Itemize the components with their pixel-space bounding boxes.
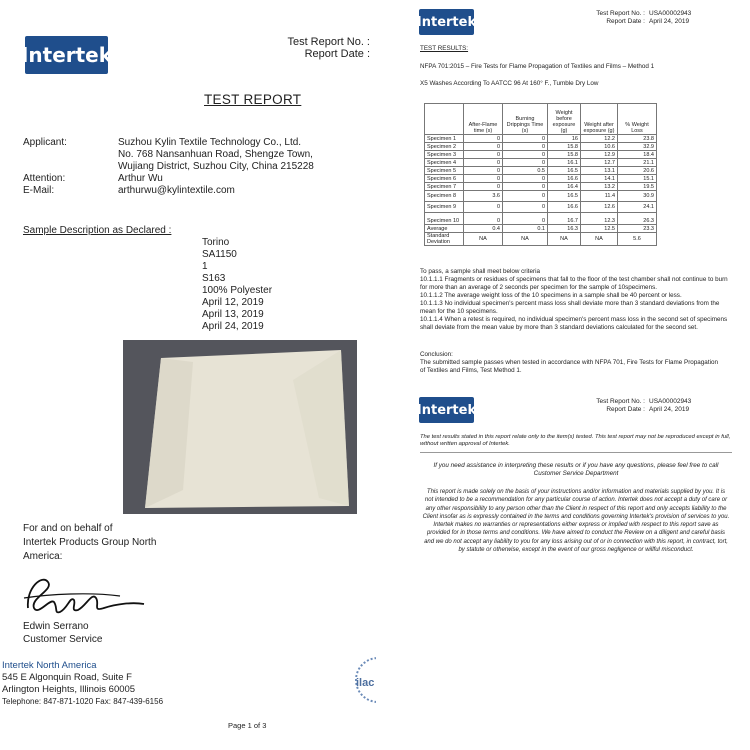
intertek-logo: Intertek xyxy=(419,9,474,35)
fabric-swatch-image xyxy=(123,340,357,514)
cell: 0.1 xyxy=(503,225,548,233)
conclusion-block xyxy=(420,351,720,375)
header-labels xyxy=(590,10,645,26)
cell: 0 xyxy=(464,151,503,159)
cell: 0 xyxy=(464,213,503,225)
cell: 0 xyxy=(464,202,503,213)
cell: 12.7 xyxy=(581,159,618,167)
cell: 13.1 xyxy=(581,167,618,175)
address-line: Arlington Heights, Illinois 60005 xyxy=(2,684,136,695)
row-label: Specimen 2 xyxy=(425,143,464,151)
cell: 0 xyxy=(503,191,548,202)
row-label: Standard Deviation xyxy=(425,233,464,246)
criteria-line: 10.1.1.3 No individual specimen's percent mass loss shall deviate more than 3 standard deviations from the mean for the 10 specimens. xyxy=(420,300,720,315)
cell: 16.5 xyxy=(548,191,581,202)
cell: NA xyxy=(581,233,618,246)
cell: 16.1 xyxy=(548,159,581,167)
cell: 12.3 xyxy=(581,213,618,225)
signer-block xyxy=(23,620,102,646)
table-row xyxy=(425,167,657,175)
cell: 15.8 xyxy=(548,143,581,151)
desc-value: April 24, 2019 xyxy=(202,321,264,332)
desc-value: Torino xyxy=(202,237,230,248)
cell: 0 xyxy=(503,159,548,167)
divider xyxy=(420,452,732,453)
cell: 16.4 xyxy=(548,183,581,191)
cell: 0 xyxy=(464,135,503,143)
table-row xyxy=(425,159,657,167)
desc-value: SA1150 xyxy=(202,249,237,260)
cell: 18.4 xyxy=(618,151,657,159)
page-title: TEST REPORT xyxy=(204,92,302,107)
table-row xyxy=(425,225,657,233)
cell: 12.5 xyxy=(581,225,618,233)
cell: 16.5 xyxy=(548,167,581,175)
table-header-row xyxy=(425,104,657,135)
row-label: Specimen 3 xyxy=(425,151,464,159)
criteria-line: 10.1.1.2 The average weight loss of the 10 specimens in a sample shall be 40 percent or less. xyxy=(420,292,682,299)
cell: 13.2 xyxy=(581,183,618,191)
cell: NA xyxy=(548,233,581,246)
table-row xyxy=(425,202,657,213)
cell: 16.3 xyxy=(548,225,581,233)
header-values xyxy=(649,10,691,26)
criteria-line: To pass, a sample shall meet below criteria xyxy=(420,268,541,275)
desc-value: 1 xyxy=(202,261,208,272)
report-no-label: Test Report No. : xyxy=(596,398,645,405)
cell: 30.9 xyxy=(618,191,657,202)
cell: NA xyxy=(464,233,503,246)
table-row xyxy=(425,143,657,151)
report-date-label: Report Date : xyxy=(304,48,370,60)
cell: 16.6 xyxy=(548,202,581,213)
conclusion-text: The submitted sample passes when tested in accordance with NFPA 701, Fire Tests for Flame Propagation of Textiles and Films, Test Method 1. xyxy=(420,359,718,374)
signer-title: Customer Service xyxy=(23,634,103,645)
cell: 16.7 xyxy=(548,213,581,225)
cell: 16 xyxy=(548,135,581,143)
cell: 0 xyxy=(503,175,548,183)
address-phone: Telephone: 847-871-1020 Fax: 847-439-6156 xyxy=(2,697,164,706)
row-label: Specimen 9 xyxy=(425,202,464,213)
behalf-line: Intertek Products Group North xyxy=(23,537,157,548)
report-no-label: Test Report No. : xyxy=(287,36,370,48)
report-note: The test results stated in this report relate only to the item(s) tested. This test report may not be reproduced except in full, without written approval of Intertek. xyxy=(420,434,731,447)
footer-header-labels xyxy=(590,398,645,414)
address-company: Intertek North America xyxy=(2,660,97,671)
conclusion-label: Conclusion: xyxy=(420,351,453,358)
email-label: E-Mail: xyxy=(23,185,55,196)
cell: 15.8 xyxy=(548,151,581,159)
cell: 23.3 xyxy=(618,225,657,233)
table-row xyxy=(425,191,657,202)
table-header: % Weight Loss xyxy=(618,104,657,135)
behalf-block xyxy=(23,522,156,564)
desc-value: April 12, 2019 xyxy=(202,297,264,308)
cell: 23.8 xyxy=(618,135,657,143)
footer-header-values xyxy=(649,398,691,414)
cell: 0 xyxy=(503,135,548,143)
results-heading: TEST RESULTS: xyxy=(420,45,469,52)
cell: 0 xyxy=(464,175,503,183)
svg-text:ilac: ilac xyxy=(356,677,375,689)
cell: 16.6 xyxy=(548,175,581,183)
report-no-label: Test Report No. : xyxy=(596,10,645,17)
page-number: Page 1 of 3 xyxy=(228,721,267,730)
cell: 0 xyxy=(503,183,548,191)
row-label: Average xyxy=(425,225,464,233)
address-block xyxy=(2,660,163,708)
results-table-wrap xyxy=(424,103,657,246)
behalf-line: America: xyxy=(23,551,63,562)
report-no-value: USA00002943 xyxy=(649,10,692,17)
row-label: Specimen 5 xyxy=(425,167,464,175)
report-date-value: April 24, 2019 xyxy=(649,406,690,413)
applicant-line: No. 768 Nansanhuan Road, Shengze Town, xyxy=(118,149,313,160)
wash-note: X5 Washes According To AATCC 96 At 160° F., Tumble Dry Low xyxy=(420,80,599,87)
table-row xyxy=(425,233,657,246)
report-no-value: USA00002943 xyxy=(649,398,692,405)
cell: 0 xyxy=(503,202,548,213)
cell: 21.1 xyxy=(618,159,657,167)
row-label: Specimen 6 xyxy=(425,175,464,183)
cell: 19.5 xyxy=(618,183,657,191)
report-date-label: Report Date : xyxy=(606,18,645,25)
desc-value: 100% Polyester xyxy=(202,285,273,296)
table-header: Weight after exposure (g) xyxy=(581,104,618,135)
intertek-logo: Intertek xyxy=(25,36,108,74)
intertek-logo: Intertek xyxy=(419,397,474,423)
table-header xyxy=(425,104,464,135)
cell: 11.4 xyxy=(581,191,618,202)
cell: 14.1 xyxy=(581,175,618,183)
row-label: Specimen 1 xyxy=(425,135,464,143)
cell: 12.2 xyxy=(581,135,618,143)
row-label: Specimen 4 xyxy=(425,159,464,167)
test-method: NFPA 701:2015 – Fire Tests for Flame Propagation of Textiles and Films – Method 1 xyxy=(420,63,655,70)
cell: 24.1 xyxy=(618,202,657,213)
table-row xyxy=(425,135,657,143)
behalf-line: For and on behalf of xyxy=(23,523,113,534)
desc-value: April 13, 2019 xyxy=(202,309,264,320)
table-row xyxy=(425,151,657,159)
cell: 12.6 xyxy=(581,202,618,213)
address-line: 545 E Algonquin Road, Suite F xyxy=(2,672,132,683)
row-label: Specimen 8 xyxy=(425,191,464,202)
criteria-line: 10.1.1.4 When a retest is required, no individual specimen's percent mass loss in the second set of specimens shall deviate from the mean value by more than 3 standard deviations calculated for the second set. xyxy=(420,316,728,331)
table-row xyxy=(425,213,657,225)
cell: 3.6 xyxy=(464,191,503,202)
cell: 10.6 xyxy=(581,143,618,151)
applicant-line: Suzhou Kylin Textile Technology Co., Ltd. xyxy=(118,137,302,148)
cell: 0 xyxy=(464,143,503,151)
cell: 5.6 xyxy=(618,233,657,246)
results-table xyxy=(424,103,657,246)
sample-photo xyxy=(123,340,357,514)
email-value: arthurwu@kylintextile.com xyxy=(118,185,235,196)
table-header: Burning Drippings Time (s) xyxy=(503,104,548,135)
report-date-value: April 24, 2019 xyxy=(649,18,690,25)
table-row xyxy=(425,183,657,191)
cell: 26.3 xyxy=(618,213,657,225)
disclaimer-text: This report is made solely on the basis of your instructions and/or information and materials supplied by you. It is not intended to be a recommendation for any particular course of action. Intertek does not accept a duty of care or any other responsibility to any person other than the Client in respect of this report and only accepts liability to the Client insofar as is expressly contained in the terms and conditions governing Intertek's provision of services to you. Intertek makes no warranties or representations either express or implied with respect to this report save as provided for in those terms and conditions. We have aimed to conduct the Review on a diligent and careful basis and we do not accept any liability to you for any loss arising out of or in connection with this report, in contract, tort, by statute or otherwise, except in the event of our gross negligence or willful misconduct. xyxy=(422,489,730,554)
table-row xyxy=(425,175,657,183)
cell: 0 xyxy=(464,167,503,175)
applicant-label: Applicant: xyxy=(23,137,67,148)
cell: 0 xyxy=(503,143,548,151)
row-label: Specimen 7 xyxy=(425,183,464,191)
cell: 12.9 xyxy=(581,151,618,159)
row-label: Specimen 10 xyxy=(425,213,464,225)
cell: 0.4 xyxy=(464,225,503,233)
cell: 0 xyxy=(503,213,548,225)
signer-name: Edwin Serrano xyxy=(23,621,89,632)
signature xyxy=(20,568,150,620)
cell: 32.9 xyxy=(618,143,657,151)
cell: 15.1 xyxy=(618,175,657,183)
sample-heading: Sample Description as Declared : xyxy=(23,225,172,236)
cell: 0 xyxy=(503,151,548,159)
cell: 20.6 xyxy=(618,167,657,175)
table-header: Weight before exposure (g) xyxy=(548,104,581,135)
applicant-line: Wujiang District, Suzhou City, China 215228 xyxy=(118,161,314,172)
applicant-block xyxy=(118,137,314,173)
cell: NA xyxy=(503,233,548,246)
cell: 0.5 xyxy=(503,167,548,175)
attention-label: Attention: xyxy=(23,173,66,184)
report-date-label: Report Date : xyxy=(606,406,645,413)
table-header: After-Flame time (s) xyxy=(464,104,503,135)
cell: 0 xyxy=(464,183,503,191)
assist-text: If you need assistance in interpreting these results or if you have any questions, please feel free to call Customer Service Department xyxy=(433,462,719,477)
cell: 0 xyxy=(464,159,503,167)
criteria-block xyxy=(420,268,730,332)
desc-value: S163 xyxy=(202,273,226,284)
report-header-labels xyxy=(260,36,370,60)
attention-value: Arthur Wu xyxy=(118,173,163,184)
criteria-line: 10.1.1.1 Fragments or residues of specimens that fall to the floor of the test chamber shall not continue to burn for more than an average of 2 seconds per specimen for the sample of 10specimens. xyxy=(420,276,728,291)
accreditation-seal xyxy=(352,654,376,706)
